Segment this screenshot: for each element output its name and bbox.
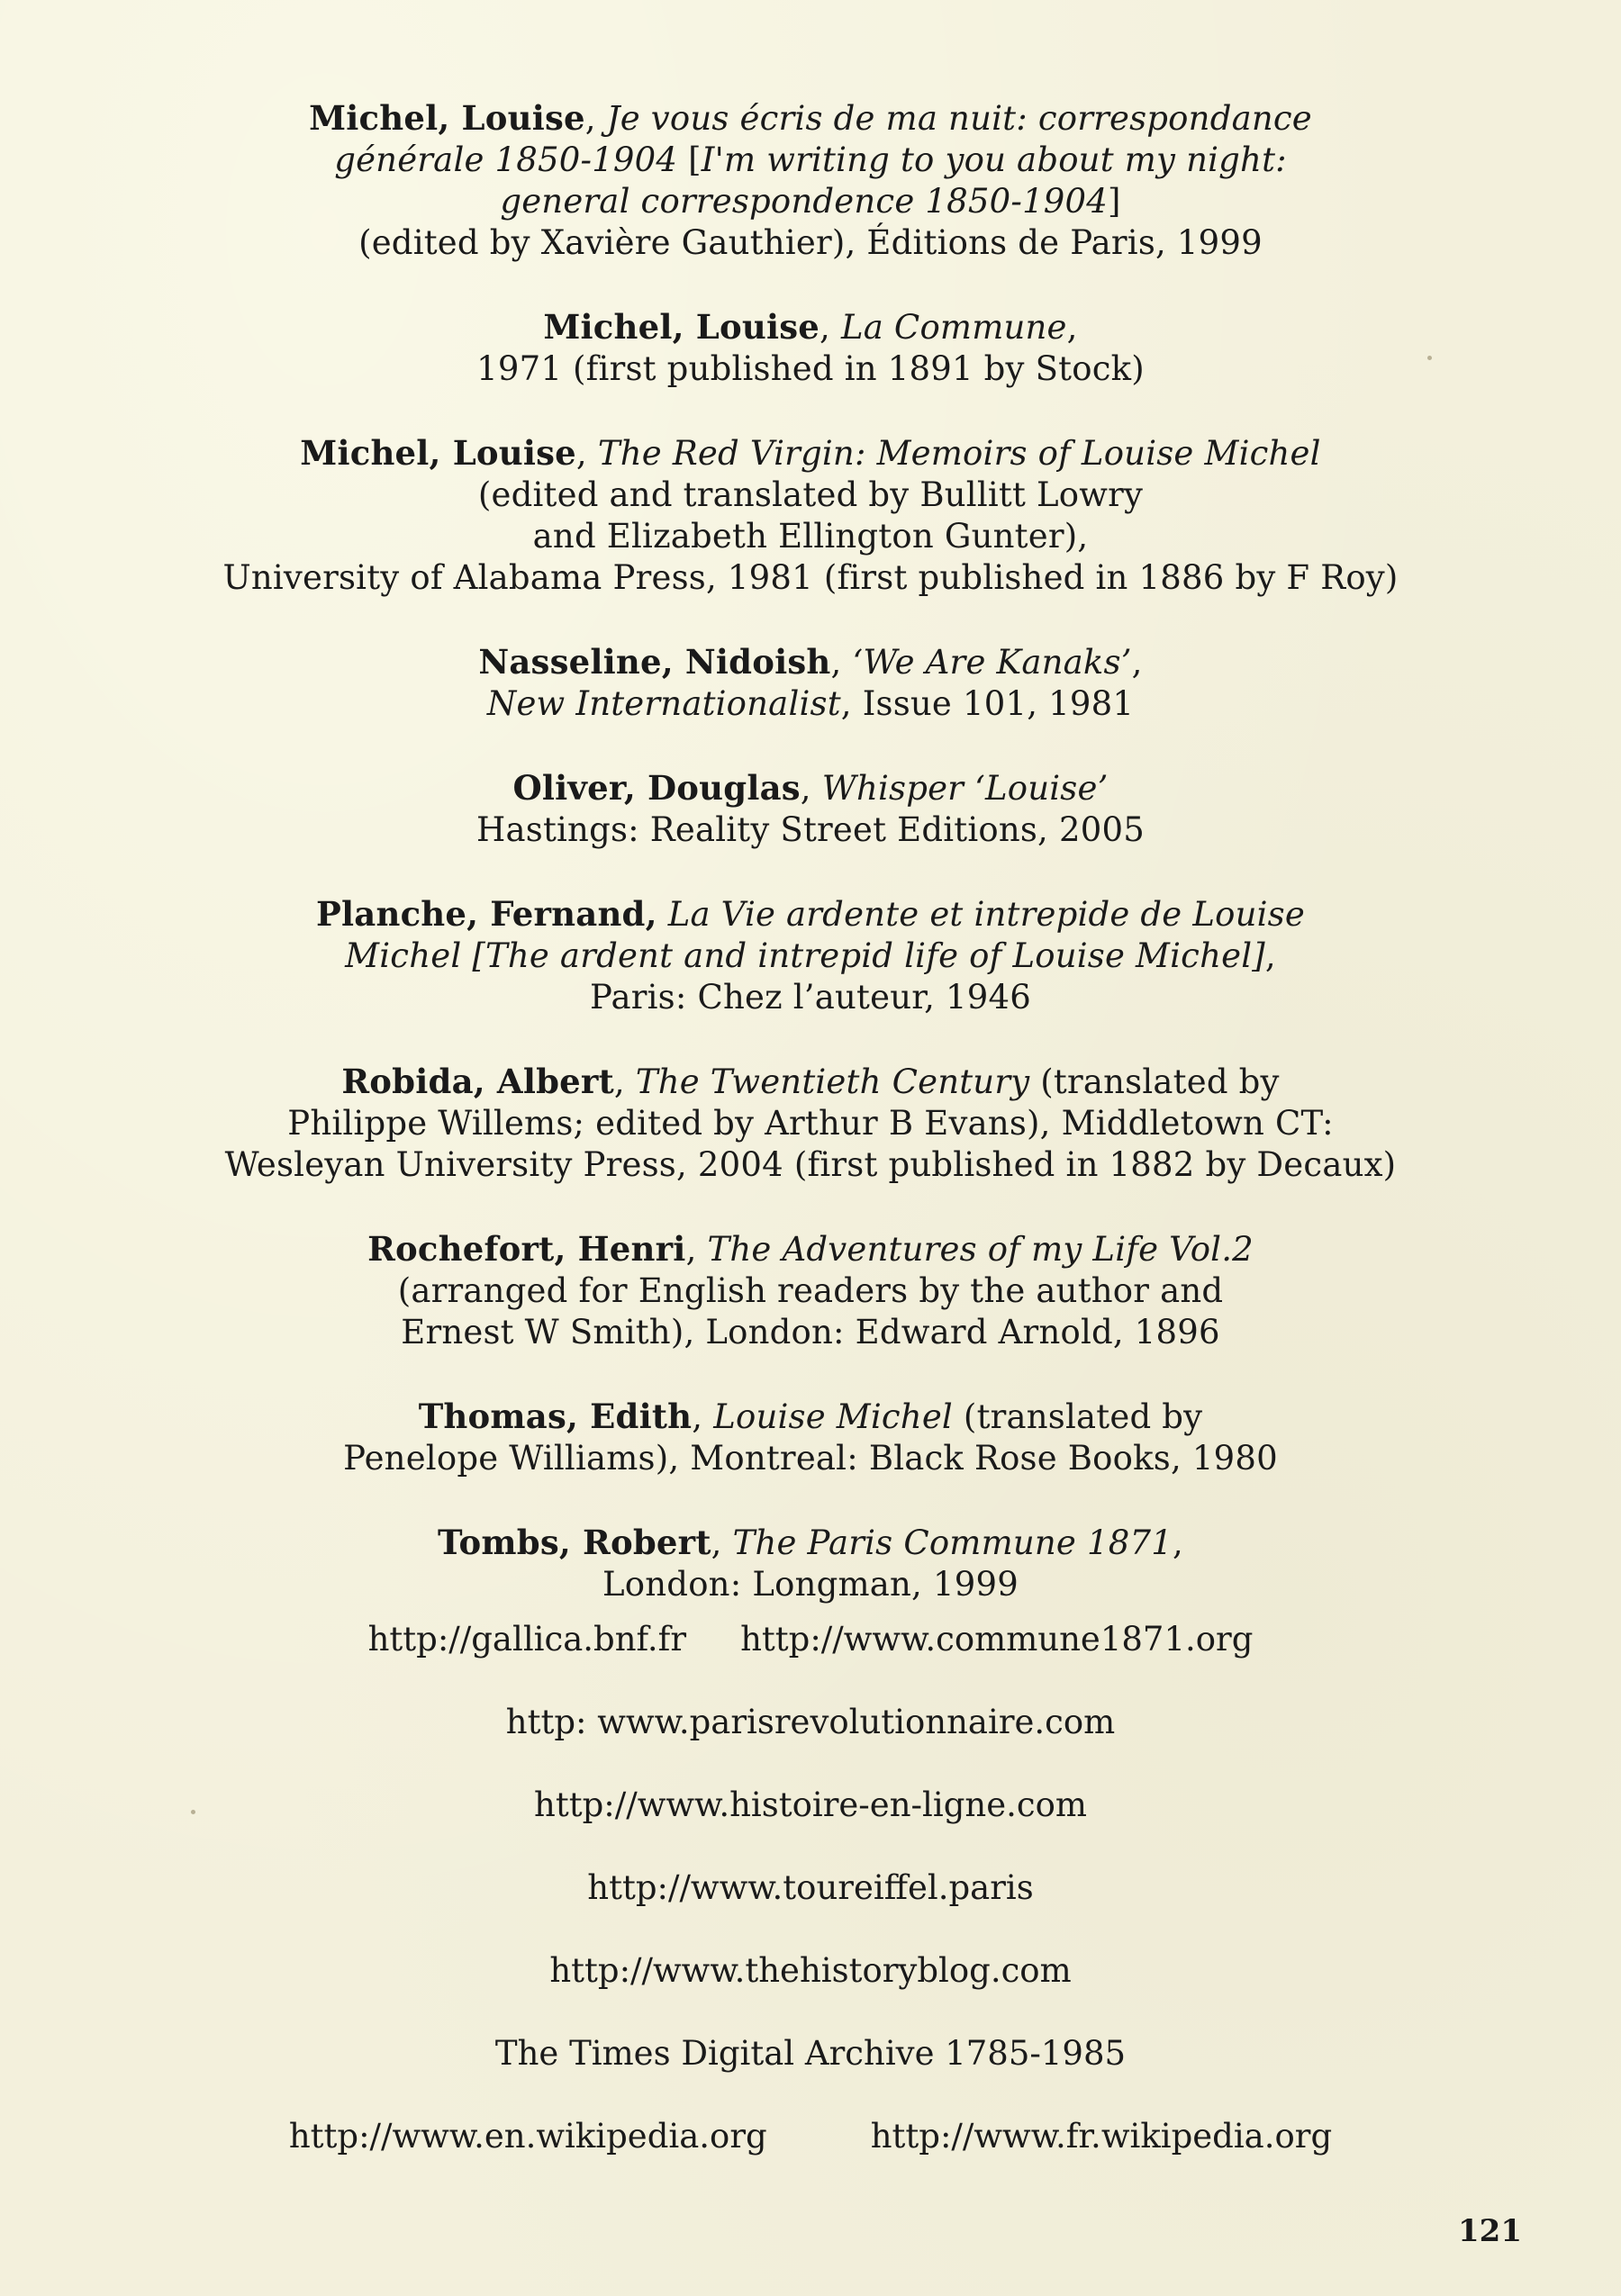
entry-text: ,: [830, 643, 853, 682]
entry-text: ]: [1108, 182, 1121, 221]
entry-author: Planche, Fernand,: [316, 894, 657, 934]
entry-author: Oliver, Douglas: [512, 768, 801, 808]
entry-text: [: [677, 140, 702, 179]
entry-title: I'm writing to you about my night:: [701, 140, 1287, 179]
bibliography-entry: [135, 306, 1486, 390]
entry-text: (translated by: [1029, 1062, 1280, 1101]
link-row-7: [135, 2116, 1486, 2157]
entry-line: [135, 516, 1486, 557]
entry-text: (arranged for English readers by the author and: [397, 1271, 1224, 1310]
link-toureiffel[interactable]: http://www.toureiffel.paris: [587, 1868, 1034, 1907]
entry-text: ,: [1066, 308, 1078, 347]
entry-line: [135, 936, 1486, 977]
entry-text: , Issue 101, 1981: [840, 684, 1135, 723]
entry-title: générale 1850-1904: [334, 140, 678, 179]
link-row-5: [135, 1950, 1486, 1992]
entry-line: [135, 557, 1486, 599]
bibliography-entry: [135, 432, 1486, 599]
entry-line: [135, 1522, 1486, 1564]
entry-line: [135, 977, 1486, 1018]
entry-line: [135, 1103, 1486, 1144]
bibliography-entry: [135, 641, 1486, 725]
link-row-3: [135, 1785, 1486, 1826]
entry-line: [135, 1144, 1486, 1186]
link-gallica[interactable]: http://gallica.bnf.fr: [367, 1620, 687, 1659]
link-wikipedia-en[interactable]: http://www.en.wikipedia.org: [288, 2117, 767, 2156]
entry-line: [135, 1228, 1486, 1270]
bibliography-entry: [135, 1061, 1486, 1186]
entry-line: [135, 475, 1486, 516]
bibliography-entries: [135, 97, 1486, 1648]
entry-author: Michel, Louise: [309, 98, 585, 138]
entry-line: [135, 1270, 1486, 1312]
entry-text: University of Alabama Press, 1981 (first published in 1886 by F Roy): [222, 558, 1399, 597]
entry-text: Paris: Chez l’auteur, 1946: [590, 978, 1031, 1017]
link-wikipedia-fr[interactable]: http://www.fr.wikipedia.org: [870, 2117, 1333, 2156]
entry-title: The Red Virgin: Memoirs of Louise Michel: [597, 434, 1321, 473]
bibliography-entry: [135, 1228, 1486, 1353]
entry-author: Thomas, Edith: [418, 1397, 693, 1436]
entry-text: ,: [1172, 1523, 1183, 1562]
entry-author: Nasseline, Nidoish: [478, 642, 831, 682]
entry-title: general correspondence 1850-1904: [500, 182, 1109, 221]
link-row-4: [135, 1867, 1486, 1909]
entry-line: [135, 809, 1486, 851]
entry-text: ,: [711, 1523, 733, 1562]
entry-line: [135, 432, 1486, 475]
entry-text: Hastings: Reality Street Editions, 2005: [476, 810, 1145, 849]
entry-title: The Twentieth Century: [635, 1062, 1030, 1101]
bibliography-entry: [135, 767, 1486, 851]
entry-text: Penelope Williams), Montreal: Black Rose Books, 1980: [343, 1439, 1278, 1478]
times-digital-archive: The Times Digital Archive 1785-1985: [494, 2034, 1127, 2073]
entry-line: [135, 1564, 1486, 1605]
entry-text: ,: [1264, 936, 1276, 975]
entry-line: [135, 1396, 1486, 1438]
link-histoire-en-ligne[interactable]: http://www.histoire-en-ligne.com: [534, 1785, 1087, 1824]
entry-text: Ernest W Smith), London: Edward Arnold, 1896: [401, 1313, 1220, 1351]
link-thehistoryblog[interactable]: http://www.thehistoryblog.com: [549, 1951, 1072, 1990]
entry-text: (edited by Xavière Gauthier), Éditions de Paris, 1999: [358, 223, 1263, 262]
entry-line: [135, 1312, 1486, 1353]
entry-title: ‘We Are Kanaks’: [852, 643, 1132, 682]
entry-line: [135, 140, 1486, 181]
entry-text: ,: [584, 99, 607, 138]
entry-text: ,: [692, 1397, 714, 1436]
entry-line: [135, 893, 1486, 936]
entry-title: La Commune: [840, 308, 1067, 347]
bibliography-entry: [135, 97, 1486, 264]
link-commune1871[interactable]: http://www.commune1871.org: [740, 1620, 1254, 1659]
entry-line: [135, 222, 1486, 264]
entry-text: (translated by: [952, 1397, 1203, 1436]
entry-text: ,: [820, 308, 841, 347]
entry-author: Michel, Louise: [300, 433, 576, 473]
entry-text: ,: [613, 1062, 636, 1101]
page-number: 121: [1458, 2213, 1522, 2249]
link-row-6: [135, 2033, 1486, 2075]
entry-text: 1971 (first published in 1891 by Stock): [476, 349, 1145, 388]
entry-text: [657, 895, 668, 934]
link-row-1: [135, 1619, 1486, 1660]
entry-text: ,: [575, 434, 598, 473]
entry-title: The Paris Commune 1871: [732, 1523, 1173, 1562]
entry-title: Michel [The ardent and intrepid life of Louise Michel]: [345, 936, 1265, 975]
entry-title: The Adventures of my Life Vol.2: [707, 1230, 1254, 1269]
entry-title: Whisper ‘Louise’: [821, 769, 1109, 808]
link-row-2: [135, 1702, 1486, 1743]
link-parisrevolutionnaire[interactable]: http: www.parisrevolutionnaire.com: [505, 1703, 1116, 1741]
entry-author: Robida, Albert: [341, 1062, 614, 1101]
entry-text: Philippe Willems; edited by Arthur B Evans), Middletown CT:: [287, 1104, 1334, 1143]
entry-line: [135, 306, 1486, 348]
entry-text: ,: [800, 769, 822, 808]
entry-text: Wesleyan University Press, 2004 (first published in 1882 by Decaux): [224, 1145, 1397, 1184]
entry-line: [135, 641, 1486, 683]
bibliography-entry: [135, 1396, 1486, 1479]
bibliography-entry: [135, 893, 1486, 1018]
entry-text: London: Longman, 1999: [602, 1565, 1019, 1604]
entry-line: [135, 767, 1486, 809]
entry-line: [135, 348, 1486, 390]
entry-title: Louise Michel: [713, 1397, 953, 1436]
entry-title: La Vie ardente et intrepide de Louise: [667, 895, 1305, 934]
entry-text: ,: [1131, 643, 1143, 682]
entry-line: [135, 683, 1486, 725]
entry-title: Je vous écris de ma nuit: correspondance: [606, 99, 1312, 138]
entry-author: Rochefort, Henri: [367, 1229, 686, 1269]
entry-text: and Elizabeth Ellington Gunter),: [532, 517, 1089, 556]
entry-text: (edited and translated by Bullitt Lowry: [477, 475, 1144, 514]
bibliography-entry: [135, 1522, 1486, 1605]
entry-line: [135, 1061, 1486, 1103]
entry-line: [135, 181, 1486, 222]
entry-title: New Internationalist: [486, 684, 841, 723]
entry-line: [135, 1438, 1486, 1479]
entry-line: [135, 97, 1486, 140]
entry-text: ,: [685, 1230, 708, 1269]
entry-author: Tombs, Robert: [438, 1523, 711, 1562]
entry-author: Michel, Louise: [543, 307, 820, 347]
